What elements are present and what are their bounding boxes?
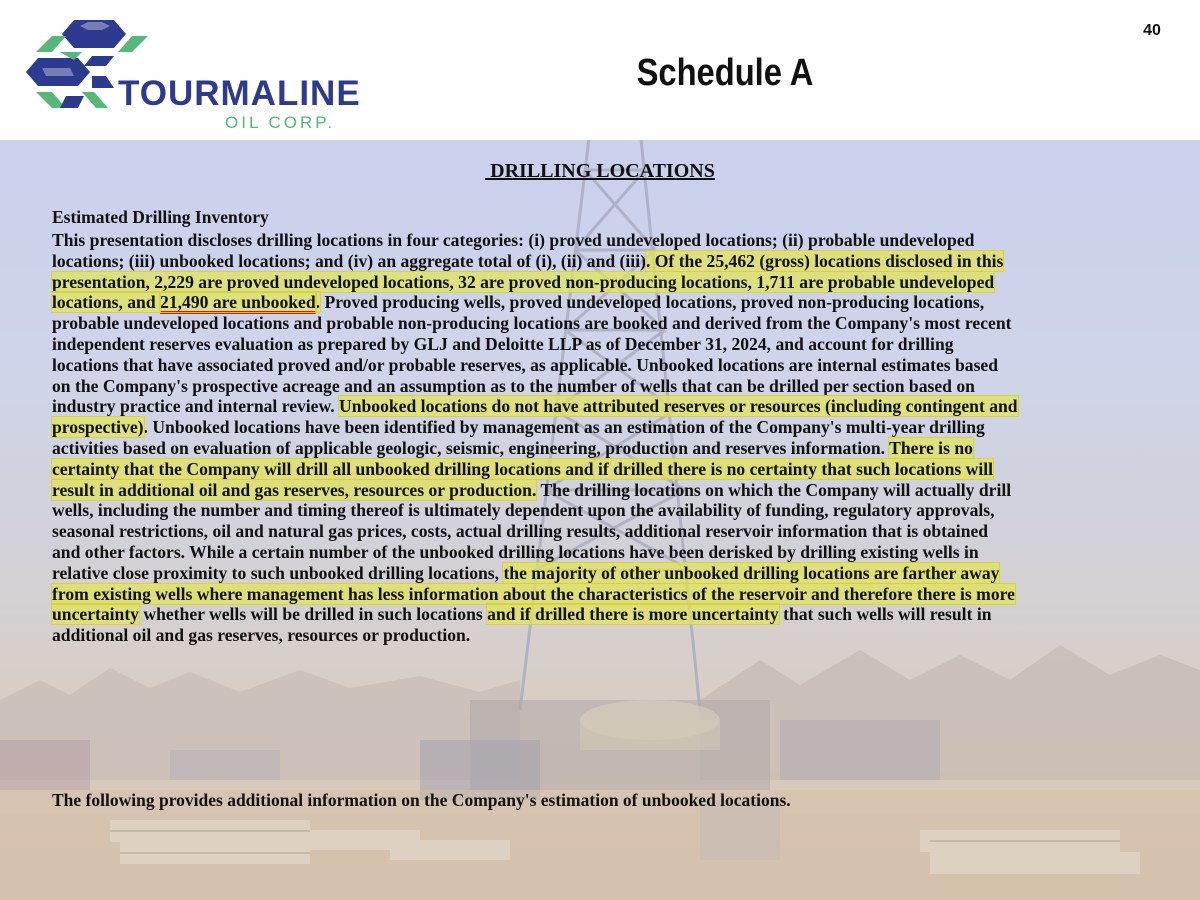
tourmaline-logo bbox=[22, 16, 362, 132]
body-line bbox=[52, 251, 1158, 272]
body-text-segment: This presentation discloses drilling locations in four categories: (i) proved undeveloped locations; (ii) probable undeveloped bbox=[52, 230, 975, 250]
body-line bbox=[52, 480, 1158, 501]
body-line bbox=[52, 584, 1158, 605]
underlined-highlight: 21,490 are unbooked bbox=[160, 292, 316, 313]
body-text-segment: on the Company's prospective acreage and an assumption as to the number of wells that can be drilled per section based on bbox=[52, 375, 975, 396]
body-line bbox=[52, 500, 1158, 521]
body-text-segment: additional oil and gas reserves, resources or production. bbox=[52, 625, 471, 646]
highlighted-text: the majority of other unbooked drilling locations are farther away bbox=[503, 562, 1000, 583]
body-text-segment: and other factors. While a certain number of the unbooked drilling locations have been derisked by drilling existing wells in bbox=[52, 541, 979, 562]
highlighted-text: and if drilled there is more uncertainty bbox=[487, 604, 779, 625]
body-line bbox=[52, 563, 1158, 584]
body-text-segment: The drilling locations on which the Company will actually drill bbox=[536, 479, 1012, 500]
highlighted-text: . Of the 25,462 (gross) locations disclosed in this bbox=[645, 250, 1004, 271]
body-text-segment: . Unbooked locations have been identified by management as an estimation of the Company's multi-year drilling bbox=[143, 417, 985, 438]
footer-text: The following provides additional information on the Company's estimation of unbooked locations. bbox=[52, 790, 791, 810]
body-text-segment: independent reserves evaluation as prepared by GLJ and Deloitte LLP as of December 31, 2024, and account for drilling bbox=[52, 333, 954, 354]
logo-wordmark: TOURMALINE bbox=[118, 74, 361, 113]
body-text-segment: locations that have associated proved and/or probable reserves, as applicable. Unbooked locations are internal estimates based bbox=[52, 354, 999, 375]
body-line bbox=[52, 355, 1158, 376]
body-line bbox=[52, 396, 1158, 417]
body-line bbox=[52, 438, 1158, 459]
highlighted-text: presentation, 2,229 are proved undeveloped locations, 32 are proved non-producing locations, 1,711 are probable undeveloped bbox=[52, 271, 995, 292]
highlighted-text: uncertainty bbox=[52, 604, 139, 625]
body-line bbox=[52, 521, 1158, 542]
body-text-segment: relative close proximity to such unbooked drilling locations, bbox=[52, 562, 504, 583]
body-text-segment: industry practice and internal review. bbox=[52, 396, 340, 417]
highlighted-text: Unbooked locations do not have attributed reserves or resources (including contingent and bbox=[339, 396, 1018, 417]
highlighted-text: certainty that the Company will drill all unbooked drilling locations and if drilled there is no certainty that such locations will bbox=[52, 458, 993, 479]
body-line bbox=[52, 625, 1158, 646]
body-line bbox=[52, 604, 1158, 625]
body-text bbox=[52, 230, 1158, 646]
body-line bbox=[52, 376, 1158, 397]
highlighted-text: . bbox=[315, 292, 321, 313]
logo-subtitle: OIL CORP. bbox=[225, 113, 336, 132]
body-line bbox=[52, 334, 1158, 355]
body-text-segment: Proved producing wells, proved undeveloped locations, proved non-producing locations, bbox=[320, 292, 985, 313]
body-text-segment: seasonal restrictions, oil and natural gas prices, costs, actual drilling results, additional reservoir information that is obtained bbox=[52, 521, 989, 542]
section-title: DRILLING LOCATIONS bbox=[485, 160, 715, 182]
body-line bbox=[52, 542, 1158, 563]
body-text-segment: locations; (iii) unbooked locations; and (iv) an aggregate total of (i), (ii) and (iii) bbox=[52, 250, 646, 271]
body-text-segment: wells, including the number and timing thereof is ultimately dependent upon the availability of funding, regulatory approvals, bbox=[52, 500, 995, 521]
body-text-segment: probable undeveloped locations and probable non-producing locations are booked and derived from the Company's most recent bbox=[52, 313, 1012, 334]
subheading: Estimated Drilling Inventory bbox=[52, 207, 269, 227]
body-text-segment: whether wells will be drilled in such locations bbox=[138, 604, 488, 625]
page-number: 40 bbox=[1143, 22, 1161, 39]
body-line bbox=[52, 230, 1158, 251]
body-line bbox=[52, 459, 1158, 480]
body-text-segment: that such wells will result in bbox=[778, 604, 992, 625]
body-line bbox=[52, 313, 1158, 334]
body-line bbox=[52, 272, 1158, 293]
highlighted-text: from existing wells where management has less information about the characteristics of the reservoir and therefore there is more bbox=[52, 583, 1015, 604]
highlighted-text: locations, and bbox=[52, 292, 161, 313]
body-line bbox=[52, 292, 1158, 313]
highlighted-text: There is no bbox=[889, 437, 973, 458]
highlighted-text: result in additional oil and gas reserves, resources or production. bbox=[52, 479, 537, 500]
body-line bbox=[52, 417, 1158, 438]
slide-title: Schedule A bbox=[636, 52, 814, 94]
body-text-segment: activities based on evaluation of applicable geologic, seismic, engineering, production and reserves information. bbox=[52, 437, 890, 458]
highlighted-text: prospective) bbox=[52, 417, 144, 438]
